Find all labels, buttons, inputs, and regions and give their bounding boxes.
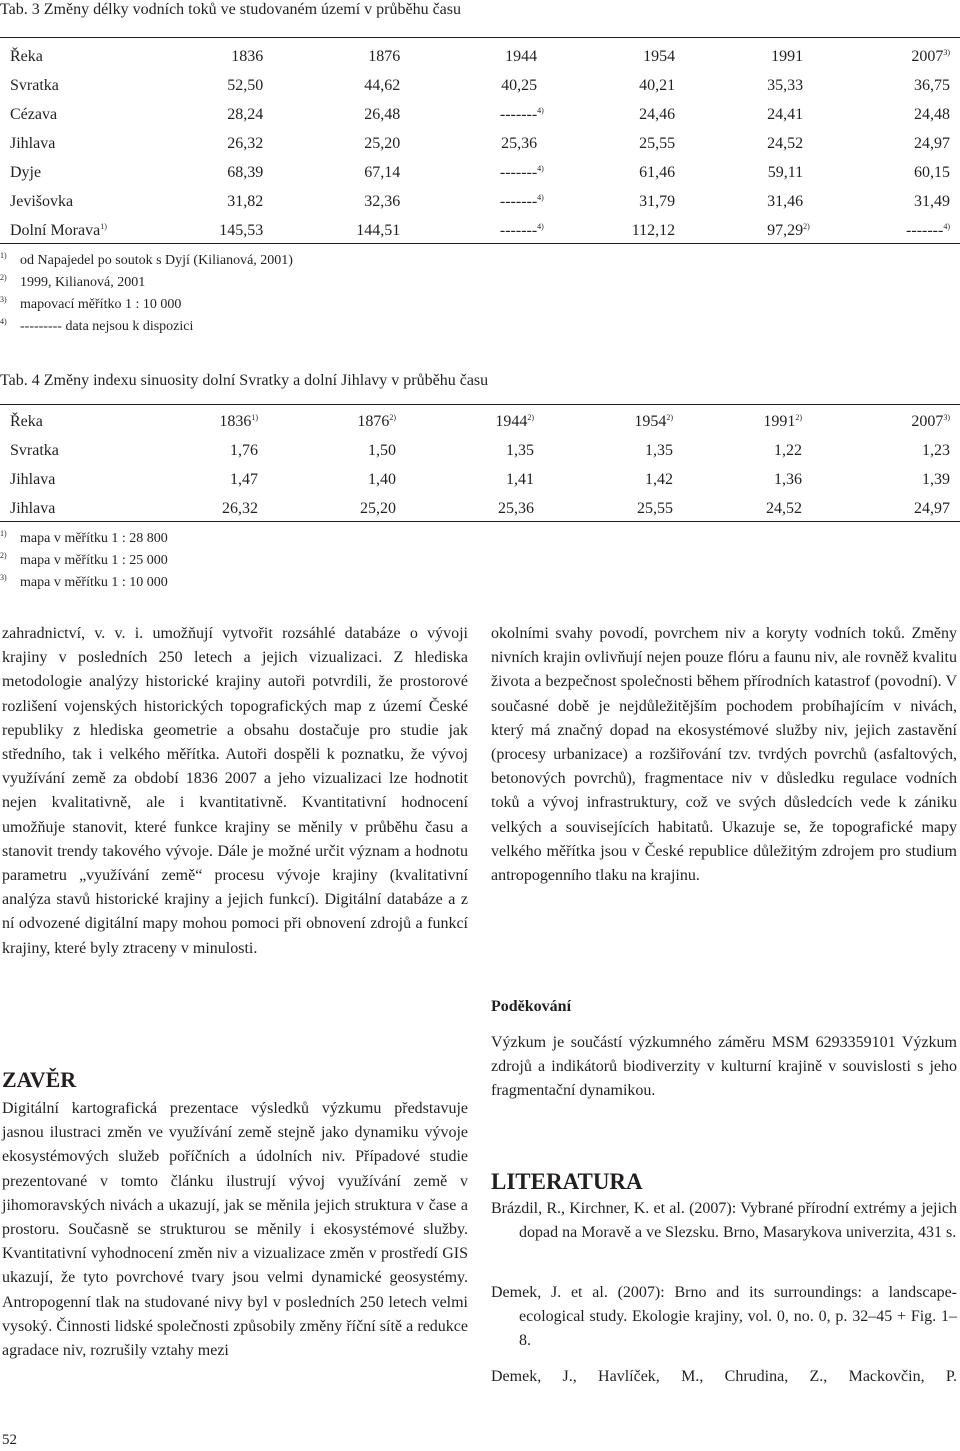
reference-item: Brázdil, R., Kirchner, K. et al. (2007): Vybrané přírodní extrémy a jejich dopad na Moravě a ve Slezsku. Brno, Masarykova univerzita, 431 s.	[491, 1200, 957, 1242]
footnote	[0, 273, 146, 292]
footnote-mark: 2)	[0, 273, 7, 282]
value-cell: 1,50	[368, 441, 396, 459]
table3-header-cell: 1836	[231, 47, 264, 65]
table-row	[10, 494, 950, 523]
value-cell: 59,11	[767, 163, 804, 181]
table4-header-cell: 2007$^{3)}$	[911, 412, 950, 430]
table3-caption: Tab. 3 Změny délky vodních toků ve studovaném území v průběhu času	[0, 1, 461, 18]
value-cell: 40,21	[639, 76, 676, 94]
table3-top-rule	[0, 37, 960, 38]
right-paragraph-text: okolními svahy povodí, povrchem niv a koryty vodních toků. Změny nivních krajin ovlivňují nejen pouze flóru a faunu niv, ale rovněž kvalitu života a bezpečnost společnosti během přírodních katastrof (povodní). V současné době je nejdůležitějším pochodem probíhajícím v nivách, který má značný dopad na ekosystémové služby niv, jejich zastavění (procesy urbanizace) a rozšiřování tzv. tvrdých povrchů (asfaltových, betonových povrchů), fragmentace niv v důsledku regulace vodních toků a vývoj infrastruktury, což ve svých důsledcích vede k zániku velkých a souvisejících habitatů. Ukazuje se, že topografické mapy velkého měřítka jsou v České republice důležitým zdrojem pro studium antropogenního tlaku na krajinu.	[491, 625, 957, 885]
value-cell: 28,24	[227, 105, 264, 123]
value-cell: 25,36	[498, 499, 534, 517]
footnote-mark: 1)	[0, 529, 7, 538]
river-name-cell: Jihlava	[10, 499, 56, 517]
value-cell: 24,52	[766, 499, 802, 517]
river-name-cell: Jevišovka	[10, 192, 74, 210]
footnote-text: od Napajedel po soutok s Dyjí (Kilianová, 2001)	[20, 253, 293, 268]
table3	[10, 42, 950, 245]
table3-body	[10, 71, 950, 245]
value-cell: 35,33	[767, 76, 804, 94]
value-cell: 97,29$^{2)}$	[767, 221, 810, 239]
value-cell: 31,46	[767, 192, 804, 210]
value-cell: 1,76	[230, 441, 258, 459]
footnote	[0, 295, 182, 314]
footnote-text: mapa v měřítku 1 : 10 000	[20, 575, 168, 590]
value-cell: 1,41	[506, 470, 534, 488]
reference-item: Demek, J. et al. (2007): Brno and its surroundings: a landscape-ecological study. Ekologie krajiny, vol. 0, no. 0, p. 32–45 + Fig. 1–8.	[491, 1284, 957, 1350]
footnote-text: mapa v měřítku 1 : 28 800	[20, 531, 168, 546]
table-row	[10, 100, 950, 129]
page-number: 52	[2, 1432, 17, 1448]
footnote	[0, 251, 293, 270]
value-cell: -------$^{4)}$	[499, 221, 544, 239]
footnote-text: mapovací měřítko 1 : 10 000	[20, 297, 182, 312]
table4-top-rule	[0, 404, 960, 405]
value-cell: 31,49	[914, 192, 950, 210]
value-cell: -------$^{4)}$	[499, 163, 544, 181]
value-cell: 1,40	[368, 470, 396, 488]
value-cell: 24,97	[914, 134, 950, 152]
value-cell: 1,35	[645, 441, 673, 459]
footnote-mark: 3)	[0, 295, 7, 304]
value-cell: 60,15	[914, 163, 950, 181]
river-name-cell: Jihlava	[10, 470, 56, 488]
table3-header-cell: 1954	[643, 47, 676, 65]
value-cell: -------$^{4)}$	[499, 105, 544, 123]
table3-header-cell: 1944	[505, 47, 538, 65]
value-cell: 1,39	[922, 470, 950, 488]
value-cell: 25,55	[639, 134, 676, 152]
table-row	[10, 436, 950, 465]
footnote	[0, 551, 168, 570]
footnote-text: --------- data nejsou k dispozici	[20, 319, 194, 334]
value-cell: -------$^{4)}$	[499, 192, 544, 210]
table4-header-cell: 1836$^{1)}$	[219, 412, 258, 430]
value-cell: 24,97	[914, 499, 950, 517]
footnote	[0, 529, 168, 548]
value-cell: 1,22	[774, 441, 802, 459]
table-row	[10, 158, 950, 187]
value-cell: 24,52	[767, 134, 804, 152]
table-row	[10, 187, 950, 216]
table4-body	[10, 436, 950, 523]
river-name-cell: Jihlava	[10, 134, 56, 152]
value-cell: 112,12	[631, 221, 676, 239]
value-cell: 25,55	[637, 499, 673, 517]
value-cell: 26,48	[364, 105, 401, 123]
conclusion-heading: ZAVĚR	[2, 1067, 77, 1092]
value-cell: 1,23	[922, 441, 950, 459]
value-cell: 68,39	[227, 163, 264, 181]
value-cell: 36,75	[914, 76, 950, 94]
table4-header-cell: 1876$^{2)}$	[357, 412, 396, 430]
value-cell: 26,32	[222, 499, 258, 517]
table4-header-cell: 1944$^{2)}$	[495, 412, 534, 430]
left-paragraph-text: Digitální kartografická prezentace výsledků výzkumu představuje jasnou ilustraci změn ve využívání země stejně jako dynamiku vývoje ekosystémových služeb poříčních a údolních niv. Případové studie prezentované v tomto článku ilustrují vývoj využívání země v jihomoravských nivách a ukazují, jak se měnila jejich struktura v čase a prostoru. Současně se strukturou se měnily i ekosystémové služby. Kvantitativní vyhodnocení změn niv a vizualizace změn v prostředí GIS ukazují, že tyto povrchové tvary jsou velmi dynamické geosystémy. Antropogenní tlak na studované nivy byl v posledních 250 letech velmi vysoký. Činnosti lidské společnosti způsobily změny říční sítě a redukce agradace niv, rozrušily vztahy mezi	[2, 1100, 468, 1360]
value-cell: 24,41	[767, 105, 804, 123]
value-cell: 61,46	[639, 163, 676, 181]
table3-header-cell: 1876	[368, 47, 401, 65]
table4-bottom-rule	[0, 521, 960, 522]
table3-header-cell: Řeka	[10, 47, 43, 65]
table3-header	[10, 42, 950, 71]
value-cell: 1,35	[506, 441, 534, 459]
value-cell: 1,42	[645, 470, 673, 488]
river-name-cell: Svratka	[10, 76, 59, 94]
table4-header	[10, 407, 950, 436]
left-column-paragraph-2	[2, 1097, 468, 1363]
value-cell: 1,36	[774, 470, 802, 488]
reference-item: Demek, J., Havlíček, M., Chrudina, Z., Mackovčin, P.	[491, 1368, 957, 1385]
table3-bottom-rule	[0, 243, 960, 244]
footnote	[0, 317, 194, 336]
table-row	[10, 129, 950, 158]
value-cell: 40,25	[501, 76, 538, 94]
river-name-cell: Cézava	[10, 105, 58, 123]
river-name-cell: Dolní Morava$^{1)}$	[10, 221, 107, 239]
table4-header-cell: 1991$^{2)}$	[763, 412, 802, 430]
footnote-text: 1999, Kilianová, 2001	[20, 275, 146, 290]
left-paragraph-text: zahradnictví, v. v. i. umožňují vytvořit rozsáhlé databáze o vývoji krajiny v posledních 250 letech a jejich vizualizaci. Z hlediska metodologie analýzy historické krajiny autoři potvrdili, že prostorové rozlišení vojenských historických topografických map z území České republiky z hlediska geometrie a obsahu dostačuje pro studie jak středního, tak i velkého měřítka. Autoři dospěli k poznatku, že vývoj využívání země za období 1836 2007 a jeho vizualizaci lze hodnotit nejen kvalitativně, ale i kvantitativně. Kvantitativní hodnocení umožňuje stanovit, které funkce krajiny se měnily v průběhu času a stanovit trendy takového vývoje. Dále je možné určit význam a hodnotu parametru „využívání země“ procesu vývoje krajiny (kvalitativní analýza stavů historické krajiny a jejich funkcí). Digitální databáze a z ní odvozené digitální mapy mohou pomoci při obnovení zdrojů a funkcí krajiny, které byly ztraceny v minulosti.	[2, 625, 468, 957]
acknowledgement-text	[491, 1031, 957, 1104]
table3-header-cell: 2007$^{3)}$	[911, 47, 950, 65]
value-cell: 144,51	[356, 221, 401, 239]
value-cell: 44,62	[364, 76, 401, 94]
value-cell: 26,32	[227, 134, 264, 152]
right-column-paragraph-1	[491, 622, 957, 888]
table4-header-cell: Řeka	[10, 412, 43, 430]
footnote-mark: 2)	[0, 551, 7, 560]
value-cell: 1,47	[230, 470, 258, 488]
table3-header-cell: 1991	[771, 47, 804, 65]
value-cell: 24,48	[914, 105, 950, 123]
river-name-cell: Svratka	[10, 441, 59, 459]
value-cell: 145,53	[219, 221, 264, 239]
table4	[10, 407, 950, 523]
table-row	[10, 71, 950, 100]
table-row	[10, 465, 950, 494]
footnote-mark: 3)	[0, 573, 7, 582]
left-column-paragraph-1	[2, 622, 468, 961]
footnote-text: mapa v měřítku 1 : 25 000	[20, 553, 168, 568]
value-cell: 67,14	[364, 163, 401, 181]
value-cell: 31,79	[639, 192, 676, 210]
acknowledgement-heading: Poděkování	[491, 998, 572, 1015]
footnote-mark: 4)	[0, 317, 7, 326]
value-cell: 52,50	[227, 76, 264, 94]
literature-heading: LITERATURA	[491, 1169, 643, 1194]
value-cell: 25,20	[364, 134, 401, 152]
value-cell: 25,36	[501, 134, 538, 152]
acknowledgement-paragraph: Výzkum je součástí výzkumného záměru MSM 6293359101 Výzkum zdrojů a indikátorů biodiverzity v kulturní krajině v souvislosti s jeho fragmentační dynamikou.	[491, 1034, 957, 1100]
value-cell: 24,46	[639, 105, 676, 123]
table4-header-cell: 1954$^{2)}$	[634, 412, 673, 430]
value-cell: 32,36	[364, 192, 401, 210]
river-name-cell: Dyje	[10, 163, 42, 181]
table4-caption: Tab. 4 Změny indexu sinuosity dolní Svratky a dolní Jihlavy v průběhu času	[0, 372, 489, 389]
value-cell: -------$^{4)}$	[906, 221, 950, 239]
table-row	[10, 216, 950, 245]
value-cell: 25,20	[360, 499, 396, 517]
value-cell: 31,82	[227, 192, 264, 210]
footnote-mark: 1)	[0, 251, 7, 260]
footnote	[0, 573, 168, 592]
